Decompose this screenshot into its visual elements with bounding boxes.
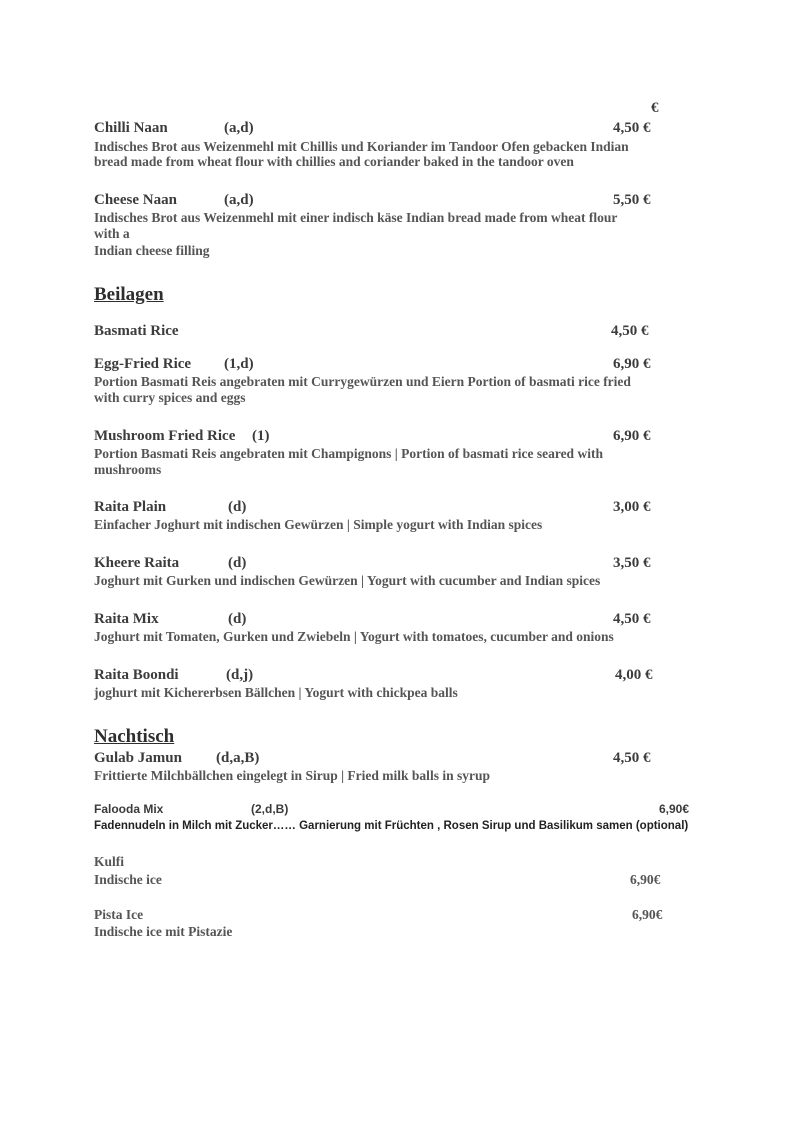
item-description: Portion Basmati Reis angebraten mit Currygewürzen und Eiern Portion of basmati rice fried xyxy=(94,374,631,389)
section-heading-nachtisch: Nachtisch xyxy=(94,726,175,747)
section-heading-beilagen: Beilagen xyxy=(94,284,164,305)
item-description: bread made from wheat flour with chillies and coriander baked in the tandoor oven xyxy=(94,154,574,169)
item-name: Cheese Naan xyxy=(94,192,177,208)
item-description: Indische ice mit Pistazie xyxy=(94,924,233,939)
currency-header: € xyxy=(651,100,659,116)
item-allergens: (d,a,B) xyxy=(216,750,260,766)
item-description: Frittierte Milchbällchen eingelegt in Sirup | Fried milk balls in syrup xyxy=(94,768,490,783)
item-price: 4,50 € xyxy=(611,323,649,339)
item-description: Einfacher Joghurt mit indischen Gewürzen | Simple yogurt with Indian spices xyxy=(94,517,543,532)
item-price: 6,90€ xyxy=(659,802,690,816)
item-description: with curry spices and eggs xyxy=(94,390,246,405)
item-allergens: (d) xyxy=(228,611,247,627)
item-allergens: (1,d) xyxy=(224,356,254,372)
item-price: 5,50 € xyxy=(613,192,651,208)
item-description: Fadennudeln in Milch mit Zucker…… Garnierung mit Früchten , Rosen Sirup und Basilikum samen (optional) xyxy=(94,820,689,832)
item-description: joghurt mit Kichererbsen Bällchen | Yogurt with chickpea balls xyxy=(94,685,458,700)
item-price: 4,00 € xyxy=(615,667,653,683)
item-name: Kulfi xyxy=(94,854,125,869)
item-description: mushrooms xyxy=(94,462,162,477)
item-allergens: (d) xyxy=(228,555,247,571)
item-description: Indisches Brot aus Weizenmehl mit Chillis und Koriander im Tandoor Ofen gebacken Indian xyxy=(94,139,629,154)
item-allergens: (1) xyxy=(252,428,270,444)
item-description: Indian cheese filling xyxy=(94,243,210,258)
item-name: Raita Mix xyxy=(94,611,159,627)
item-name: Pista Ice xyxy=(94,907,144,922)
item-allergens: (d,j) xyxy=(226,667,254,683)
item-price: 6,90€ xyxy=(630,872,661,887)
item-price: 6,90€ xyxy=(632,907,663,922)
item-name: Raita Boondi xyxy=(94,667,179,683)
item-name: Raita Plain xyxy=(94,499,167,515)
item-price: 6,90 € xyxy=(613,428,651,444)
item-name: Gulab Jamun xyxy=(94,750,182,766)
item-price: 3,50 € xyxy=(613,555,651,571)
item-allergens: (a,d) xyxy=(224,120,254,136)
item-description: Joghurt mit Gurken und indischen Gewürzen | Yogurt with cucumber and Indian spices xyxy=(94,573,601,588)
item-description: with a xyxy=(94,226,130,241)
item-name: Chilli Naan xyxy=(94,120,168,136)
item-price: 4,50 € xyxy=(613,120,651,136)
item-name: Egg-Fried Rice xyxy=(94,356,192,372)
item-description: Portion Basmati Reis angebraten mit Champignons | Portion of basmati rice seared with xyxy=(94,446,603,461)
item-price: 6,90 € xyxy=(613,356,651,372)
item-price: 4,50 € xyxy=(613,611,651,627)
item-allergens: (d) xyxy=(228,499,247,515)
item-name: Kheere Raita xyxy=(94,555,180,571)
item-description: Indische ice xyxy=(94,872,162,887)
item-price: 3,00 € xyxy=(613,499,651,515)
item-name: Mushroom Fried Rice xyxy=(94,428,236,444)
item-allergens: (2,d,B) xyxy=(251,802,289,816)
item-description: Joghurt mit Tomaten, Gurken und Zwiebeln | Yogurt with tomatoes, cucumber and onions xyxy=(94,629,614,644)
item-price: 4,50 € xyxy=(613,750,651,766)
item-allergens: (a,d) xyxy=(224,192,254,208)
item-description: Indisches Brot aus Weizenmehl mit einer indisch käse Indian bread made from wheat flour xyxy=(94,210,618,225)
item-name: Basmati Rice xyxy=(94,323,179,339)
item-name: Falooda Mix xyxy=(94,802,164,816)
